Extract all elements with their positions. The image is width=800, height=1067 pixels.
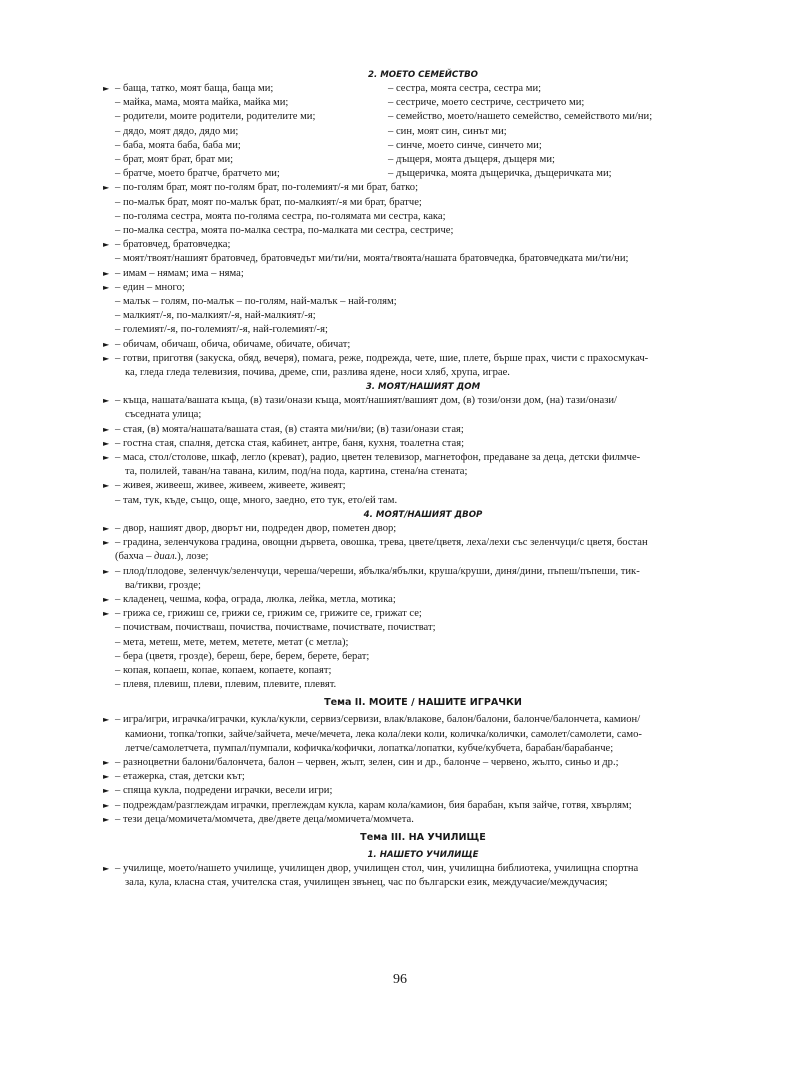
list-entry — [103, 636, 743, 650]
list-item-continuation: летче/самолетчета, пумпал/пумпали, кофичка/кофички, лопатка/лопатки, кубче/кубчета, барабан/барабанче; — [125, 742, 614, 754]
family-left-column — [115, 82, 388, 181]
bullet-arrow-icon: ► — [103, 814, 110, 824]
list-entry — [103, 295, 743, 309]
list-entry — [103, 799, 743, 813]
list-entry — [103, 267, 743, 281]
list-item-text: – малък – голям, по-малък – по-голям, най-малък – най-голям; — [115, 296, 397, 308]
list-item: – дядо, моят дядо, дядо ми; — [115, 125, 239, 137]
list-entry — [103, 252, 743, 266]
list-item-text: – там, тук, къде, също, още, много, заедно, ето тук, ето/ей там. — [115, 494, 398, 506]
bullet-arrow-icon: ► — [103, 594, 110, 604]
list-item-text: – по-малък брат, моят по-малък брат, по-малкият/-я ми брат, братче; — [115, 196, 422, 208]
list-entry — [103, 479, 743, 493]
bullet-arrow-icon: ► — [103, 282, 110, 292]
list-item: – семейство, моето/нашето семейство, семейството ми/ни; — [388, 111, 653, 123]
list-item-text: – стая, (в) моята/нашата/вашата стая, (в) стаята ми/ни/ви; (в) тази/онази стая; — [115, 423, 464, 435]
list-entry — [103, 678, 743, 692]
list-entry — [103, 813, 743, 827]
list-entry — [103, 565, 743, 593]
list-item — [115, 224, 743, 238]
list-item-text: – мета, метеш, мете, метем, метете, метат (с метла); — [115, 636, 349, 648]
page-number: 96 — [393, 972, 407, 987]
list-item: – майка, мама, моята майка, майка ми; — [115, 97, 289, 109]
bullet-arrow-icon: ► — [103, 268, 110, 278]
list-item: – родители, моите родители, родителите ми; — [115, 111, 316, 123]
list-entry — [103, 756, 743, 770]
list-item — [115, 181, 743, 195]
list-entry — [103, 181, 743, 195]
family-two-column-list — [103, 82, 743, 181]
list-item-text: – по-голяма сестра, моята по-голяма сестра, по-голямата ми сестра, кака; — [115, 210, 446, 222]
home-list — [103, 394, 743, 508]
list-item: – баба, моята баба, баба ми; — [115, 139, 241, 151]
family-right-column — [388, 82, 743, 181]
list-item — [115, 323, 743, 337]
list-item-continuation: камиони, топка/топки, зайче/зайчета, мече/мечета, лека кола/леки коли, количка/колички, самолет/самолети, само- — [125, 728, 642, 740]
bullet-arrow-icon: ► — [103, 609, 110, 619]
list-entry — [103, 210, 743, 224]
section-title-family: 2. МОЕТО СЕМЕЙСТВО — [368, 70, 478, 80]
list-item: – брат, моят брат, брат ми; — [115, 154, 234, 166]
bullet-arrow-icon: ► — [103, 757, 110, 767]
list-item-text: – моят/твоят/нашият братовчед, братовчедът ми/ти/ни, моята/твоята/нашата братовчедка, братовчедката ми/ти/ни; — [115, 253, 629, 265]
list-entry — [103, 650, 743, 664]
list-item — [115, 650, 743, 664]
list-entry — [103, 494, 743, 508]
list-item-text: ), лозе; — [177, 551, 209, 563]
list-item — [115, 394, 743, 408]
list-entry — [103, 784, 743, 798]
list-item: – синче, моето синче, синчето ми; — [388, 139, 542, 151]
list-item — [115, 862, 743, 876]
list-item — [115, 621, 743, 635]
list-item-continuation: съседната улица; — [125, 409, 202, 421]
bullet-arrow-icon: ► — [103, 800, 110, 810]
list-item-text: – братовчед, братовчедка; — [115, 239, 231, 251]
list-entry — [103, 423, 743, 437]
list-item — [115, 664, 743, 678]
list-item-text: – по-голям брат, моят по-голям брат, по-големият/-я ми брат, батко; — [115, 182, 419, 194]
list-entry — [103, 394, 743, 422]
list-item-text: – двор, нашият двор, дворът ни, подреден двор, пометен двор; — [115, 522, 397, 534]
list-entry — [103, 224, 743, 238]
yard-list — [103, 522, 743, 692]
list-item-text: – плод/плодове, зеленчук/зеленчуци, череша/череши, ябълка/ябълки, круша/круши, диня/дини, пъпеш/пъпеши, тик- — [115, 565, 640, 577]
abbreviation-italic: диал. — [154, 551, 178, 563]
list-item — [115, 813, 743, 827]
list-item-text: – копая, копаеш, копае, копаем, копаете, копаят; — [115, 664, 332, 676]
list-item — [115, 522, 743, 536]
list-item — [115, 437, 743, 451]
list-item: – баща, татко, моят баща, баща ми; — [115, 83, 274, 94]
bullet-arrow-icon: ► — [103, 183, 110, 193]
list-entry — [103, 338, 743, 352]
list-item-text: (бахча – — [115, 551, 155, 563]
list-item-text: – кладенец, чешма, кофа, ограда, люлка, лейка, метла, мотика; — [115, 593, 396, 605]
bullet-arrow-icon: ► — [103, 481, 110, 491]
list-entry — [103, 522, 743, 536]
list-entry — [103, 323, 743, 337]
bullet-arrow-icon: ► — [103, 353, 110, 363]
list-item — [115, 267, 743, 281]
list-item-text: – разноцветни балони/балончета, балон – червен, жълт, зелен, син и др., балонче – червено, жълто, синьо и др.; — [115, 756, 619, 768]
list-item-text: – големият/-я, по-големият/-я, най-големият/-я; — [115, 324, 328, 336]
list-item-text: – плевя, плевиш, плеви, плевим, плевите, плевят. — [115, 679, 337, 691]
bullet-arrow-icon: ► — [103, 453, 110, 463]
bullet-arrow-icon: ► — [103, 339, 110, 349]
list-entry — [103, 770, 743, 784]
list-item — [115, 252, 743, 266]
section-title-home: 3. МОЯТ/НАШИЯТ ДОМ — [365, 382, 481, 393]
list-entry — [103, 238, 743, 252]
list-item: – братче, моето братче, братчето ми; — [115, 168, 280, 180]
bullet-arrow-icon: ► — [103, 566, 110, 576]
theme-title-school: Тема III. НА УЧИЛИЩЕ — [360, 831, 486, 843]
toys-list — [103, 713, 743, 827]
list-item: – сестра, моята сестра, сестра ми; — [388, 83, 542, 94]
list-entry — [103, 196, 743, 210]
list-item — [115, 210, 743, 224]
list-entry — [103, 536, 743, 550]
school-list — [103, 862, 743, 890]
list-item-text: – почиствам, почистваш, почиства, почистваме, почиствате, почистват; — [115, 622, 436, 634]
list-entry — [103, 309, 743, 323]
list-entry — [103, 713, 743, 756]
list-entry — [103, 664, 743, 678]
bullet-arrow-icon: ► — [103, 715, 110, 725]
list-item-text: – етажерка, стая, детски кът; — [115, 771, 245, 783]
list-item — [115, 550, 743, 564]
list-entry — [103, 593, 743, 607]
list-item-continuation: та, полилей, таван/на тавана, килим, под/на пода, картина, стена/на стената; — [125, 466, 468, 478]
list-item-continuation: ва/тикви, грозде; — [125, 579, 201, 591]
bullet-arrow-icon: ► — [103, 863, 110, 873]
list-item — [115, 593, 743, 607]
page-content — [103, 68, 743, 890]
list-item — [115, 784, 743, 798]
list-item-text: – бера (цветя, грозде), береш, бере, берем, берете, берат; — [115, 650, 370, 662]
bullet-arrow-icon: ► — [103, 538, 110, 548]
list-entry — [103, 352, 743, 380]
list-item — [115, 756, 743, 770]
list-item-text: – един – много; — [115, 281, 185, 293]
list-item — [115, 295, 743, 309]
list-item — [115, 636, 743, 650]
list-item — [115, 770, 743, 784]
bullet-arrow-icon: ► — [103, 438, 110, 448]
list-item-text: – по-малка сестра, моята по-малка сестра, по-малката ми сестра, сестриче; — [115, 225, 454, 237]
section-title-yard: 4. МОЯТ/НАШИЯТ ДВОР — [363, 509, 483, 520]
list-item: – син, моят син, синът ми; — [388, 125, 507, 137]
list-item: – сестриче, моето сестриче, сестричето ми; — [388, 97, 585, 109]
list-entry — [103, 437, 743, 451]
list-item — [115, 479, 743, 493]
bullet-arrow-icon: ► — [103, 424, 110, 434]
list-item-continuation: зала, кула, класна стая, учителска стая, училищен звънец, час по български език, междучасие/междучасия; — [125, 877, 608, 889]
list-item — [115, 607, 743, 621]
list-item-text: – готви, приготвя (закуска, обяд, вечеря), помага, реже, подрежда, чете, шие, плете, бърше прах, чисти с прахосмукач- — [115, 352, 649, 364]
list-item-text: – къща, нашата/вашата къща, (в) тази/онази къща, моят/нашият/вашият дом, (в) този/онзи дом, (на) тази/онази/ — [115, 395, 618, 407]
list-item — [115, 799, 743, 813]
theme-title-toys: Тема II. МОИТЕ / НАШИТЕ ИГРАЧКИ — [324, 697, 522, 709]
list-entry — [103, 281, 743, 295]
list-item-text: – подреждам/разглеждам играчки, преглеждам кукла, карам кола/камион, бия барабан, къпя зайче, готвя, хвърлям; — [115, 799, 632, 811]
list-entry — [103, 862, 743, 890]
list-item-text: – спяща кукла, подредени играчки, весели игри; — [115, 785, 333, 797]
list-item — [115, 713, 743, 727]
list-item-text: – училище, моето/нашето училище, училищен двор, училищен стол, чин, училищна библиотека, училищна спортна — [115, 862, 639, 874]
list-item-text: – живея, живееш, живее, живеем, живеете, живеят; — [115, 480, 346, 492]
list-item-text: – маса, стол/столове, шкаф, легло (креват), радио, цветен телевизор, магнетофон, предаване за деца, детски филмче- — [115, 452, 641, 464]
list-item — [115, 565, 743, 579]
list-item: – дъщеря, моята дъщеря, дъщеря ми; — [388, 154, 555, 166]
list-item — [115, 494, 743, 508]
list-item-text: – игра/игри, играчка/играчки, кукла/кукли, сервиз/сервизи, влак/влакове, балон/балони, балонче/балончета, камион/ — [115, 714, 641, 726]
list-entry — [103, 550, 743, 564]
list-entry — [103, 451, 743, 479]
section-title-our-school: 1. НАШЕТО УЧИЛИЩЕ — [367, 849, 479, 860]
list-item — [115, 678, 743, 692]
list-item — [115, 536, 743, 550]
bullet-arrow-icon: ► — [103, 396, 110, 406]
list-item: – дъщеричка, моята дъщеричка, дъщеричката ми; — [388, 168, 612, 180]
family-list — [103, 181, 743, 380]
list-item — [115, 238, 743, 252]
list-item — [115, 281, 743, 295]
list-item-text: – градина, зеленчукова градина, овощни дървета, овошка, трева, цвете/цветя, леха/лехи със зеленчуци/с цветя, бостан — [115, 537, 648, 549]
list-item-text: – тези деца/момичета/момчета, две/двете деца/момичета/момчета. — [115, 813, 414, 825]
list-item — [115, 423, 743, 437]
list-item — [115, 338, 743, 352]
list-item-text: – имам – нямам; има – няма; — [115, 267, 244, 279]
list-item — [115, 451, 743, 465]
list-item — [115, 196, 743, 210]
bullet-arrow-icon: ► — [103, 772, 110, 782]
list-item-text: – гостна стая, спалня, детска стая, кабинет, антре, баня, кухня, тоалетна стая; — [115, 437, 465, 449]
list-entry — [103, 621, 743, 635]
list-entry — [103, 607, 743, 621]
list-item-continuation: ка, гледа гледа телевизия, почива, дреме, спи, разлива ядене, носи хляб, хрупа, играе. — [125, 367, 510, 379]
bullet-arrow-icon: ► — [103, 84, 110, 93]
bullet-arrow-icon: ► — [103, 240, 110, 250]
bullet-arrow-icon: ► — [103, 786, 110, 796]
list-item — [115, 309, 743, 323]
bullet-arrow-icon: ► — [103, 523, 110, 533]
list-item-text: – обичам, обичаш, обича, обичаме, обичате, обичат; — [115, 338, 351, 350]
list-item-text: – грижа се, грижиш се, грижи се, грижим се, грижите се, грижат се; — [115, 608, 422, 620]
list-item — [115, 352, 743, 366]
list-item-text: – малкият/-я, по-малкият/-я, най-малкият/-я; — [115, 310, 316, 322]
